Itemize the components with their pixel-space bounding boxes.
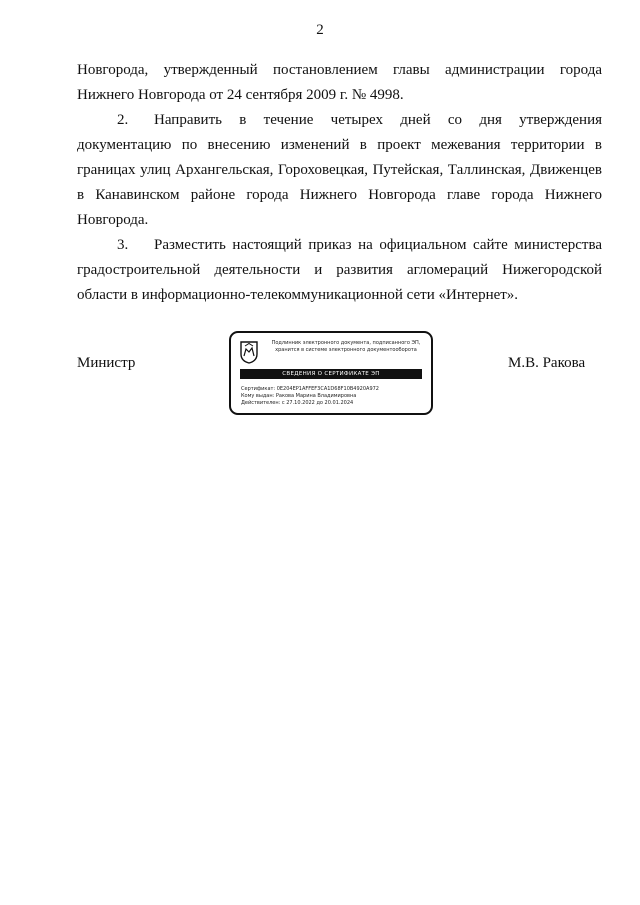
signatory-name: М.В. Ракова bbox=[508, 355, 586, 371]
stamp-certificate-title: СВЕДЕНИЯ О СЕРТИФИКАТЕ ЭП bbox=[240, 369, 422, 379]
stamp-validity: Действителен: с 27.10.2022 до 20.01.2024 bbox=[241, 400, 354, 406]
signatory-title: Министр bbox=[77, 355, 136, 371]
list-item-3 bbox=[77, 233, 602, 308]
list-item-2 bbox=[77, 108, 602, 233]
list-item-text: Разместить настоящий приказ на официальном сайте министерства градостроительной деятельности и развития агломераций Нижегородской области в информационно-телекоммуникационной сети «Интернет». bbox=[77, 237, 602, 303]
list-item-number: 3. bbox=[117, 237, 129, 253]
page-number: 2 bbox=[316, 22, 324, 38]
stamp-issued-to: Кому выдан: Ракова Марина Владимировна bbox=[241, 393, 357, 399]
intro-paragraph: Новгорода, утвержденный постановлением главы администрации города Нижнего Новгорода от 24 сентября 2009 г. № 4998. bbox=[77, 62, 602, 103]
document-body bbox=[77, 58, 602, 308]
stamp-certificate-details bbox=[241, 386, 427, 407]
electronic-signature-stamp bbox=[229, 331, 433, 415]
list-item-number: 2. bbox=[117, 112, 129, 128]
list-item-text: Направить в течение четырех дней со дня утверждения документацию по внесению изменений в проект межевания территории в границах улиц Архангельская, Гороховецкая, Путейская, Таллинская, Движенцев в Канавинском районе города Нижнего Новгорода главе города Нижнего Новгорода. bbox=[77, 112, 602, 228]
stamp-header-text: Подлинник электронного документа, подписанного ЭП, хранится в системе электронного документооборота bbox=[271, 340, 421, 353]
stamp-certificate-number: Сертификат: 0E204EP1AFFEF3CA1D68F10B4920A972 bbox=[241, 386, 379, 392]
coat-of-arms-icon bbox=[239, 340, 259, 364]
